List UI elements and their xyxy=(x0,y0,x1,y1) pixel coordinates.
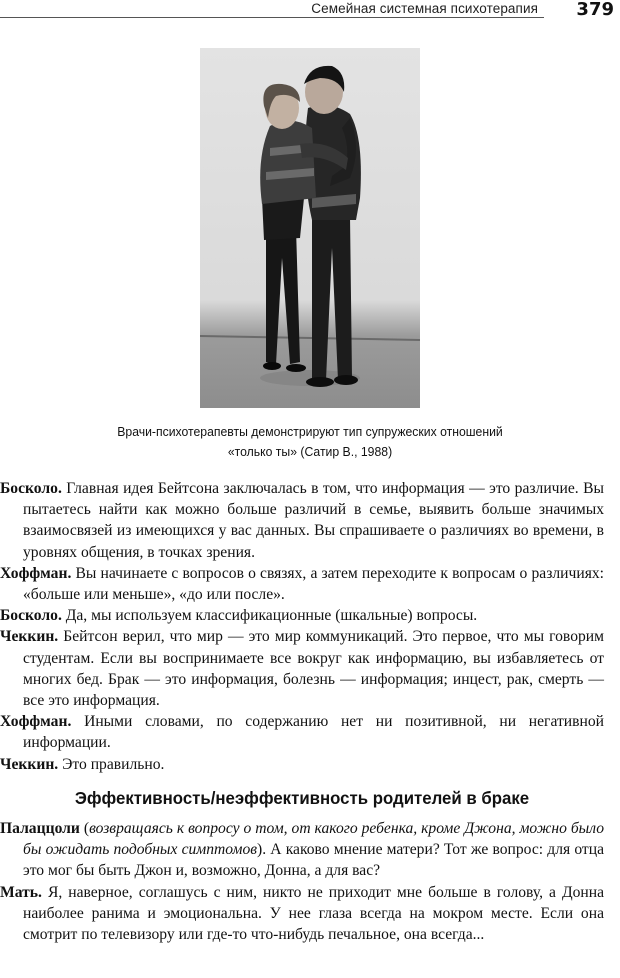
speaker-name: Чеккин. xyxy=(0,755,59,773)
dialog-block-2 xyxy=(0,818,604,945)
utterance-text: Главная идея Бейтсона заключалась в том, что информация — это различие. Вы пытаетесь найти как можно больше различий в семье, выявить больше значимых взаимосвязей из имеющихся у вас данных. Вы спрашиваете о различиях во времени, в уровнях общения, в точках зрения. xyxy=(23,480,604,561)
header-rule xyxy=(0,17,544,18)
speaker-name: Босколо. xyxy=(0,607,62,625)
dialog-entry xyxy=(0,754,604,775)
speaker-name: Палаццоли xyxy=(0,820,80,837)
speaker-name: Хоффман. xyxy=(0,713,72,731)
utterance-text: Да, мы используем классификационные (шкальные) вопросы. xyxy=(61,607,478,625)
utterance-text: Вы начинаете с вопросов о связях, а затем переходите к вопросам о различиях: «больше или меньше», «до или после». xyxy=(23,564,604,604)
utterance-text: ( xyxy=(79,820,90,837)
utterance-text: Бейтсон верил, что мир — это мир коммуникаций. Это первое, что мы говорим студентам. Если вы воспринимаете все вокруг как информацию, вы избавляетесь от многих бед. Брак — это информация, болезнь — информация; инцест, рак, смерть — все это информация. xyxy=(23,628,604,710)
dialog-entry xyxy=(0,478,604,563)
page-number: 379 xyxy=(576,0,614,20)
speaker-name: Босколо. xyxy=(0,480,62,497)
stage-direction: возвращаясь к вопросу о том, от какого ребенка, кроме Джона, можно было бы ожидать подобных симптомов xyxy=(23,820,605,859)
dialog-entry xyxy=(0,711,604,753)
figure-caption xyxy=(94,422,526,462)
utterance-text: Это правильно. xyxy=(58,755,165,773)
caption-line-2: «только ты» (Сатир В., 1988) xyxy=(227,444,393,459)
speaker-name: Хоффман. xyxy=(0,564,72,582)
utterance-text: ). А каково мнение матери? Тот же вопрос: для отца это мог бы быть Джон и, возможно, Донна, а для вас? xyxy=(23,841,604,880)
dialog-block-1 xyxy=(0,478,604,775)
dialog-entry xyxy=(0,626,604,711)
running-header xyxy=(0,0,620,26)
dialog-entry xyxy=(0,605,604,626)
dialog-entry xyxy=(0,818,604,882)
utterance-text: Я, наверное, соглашусь с ним, никто не приходит мне больше в голову, а Донна наиболее ранима и эмоциональна. У нее глаза всегда на мокром месте. Если она смотрит по телевизору или где-то что-нибудь печальное, она всегда... xyxy=(23,883,604,944)
running-title: Семейная системная психотерапия xyxy=(305,1,538,16)
photo-embracing-couple xyxy=(200,48,420,408)
speaker-name: Мать. xyxy=(0,883,42,901)
speaker-name: Чеккин. xyxy=(0,628,59,646)
utterance-text: Иными словами, по содержанию нет ни позитивной, ни негативной информации. xyxy=(23,713,604,752)
dialog-entry xyxy=(0,563,604,605)
dialog-entry xyxy=(0,882,604,946)
caption-line-1: Врачи-психотерапевты демонстрируют тип супружеских отношений xyxy=(117,424,503,439)
section-heading: Эффективность/неэффективность родителей в браке xyxy=(74,788,530,808)
